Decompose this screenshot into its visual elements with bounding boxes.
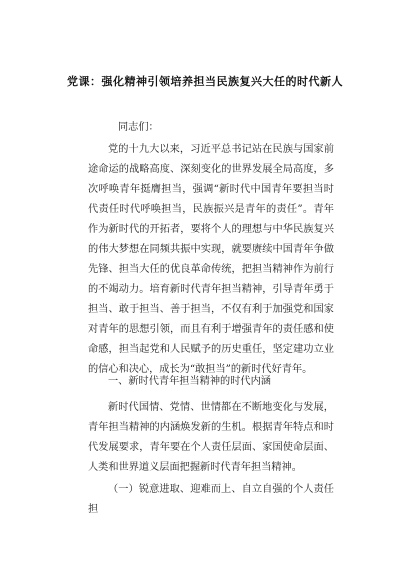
- document-title: 党课：强化精神引领培养担当民族复兴大任的时代新人: [67, 75, 343, 88]
- subsection-heading-1: （一）锐意进取、迎难而上、自立自强的个人责任担: [88, 484, 334, 515]
- paragraph-section-1: 新时代国情、党情、世情都在不断地变化与发展，青年担当精神的内涵焕发新的生机。根据青年特点和时代发展要求，青年要在个人责任层面、家国使命层面、人类和世界道义层面把握新时代青年担当精神。: [88, 402, 334, 473]
- paragraph-intro: 党的十九大以来，习近平总书记站在民族与国家前途命运的战略高度、深刻变化的世界发展全局高度，多次呼唤青年挺膺担当，强调“新时代中国青年要担当时代责任时代呼唤担当，民族振兴是青年的责任”。青年作为新时代的开拓者，要将个人的理想与中华民族复兴的伟大梦想在同频共振中实现，就要赓续中国青年争做先锋、担当大任的优良革命传统，把担当精神作为前行的不竭动力。培育新时代青年担当精神，引导青年勇于担当、敢于担当、善于担当，不仅有利于加强党和国家对青年的思想引领，而且有利于增强青年的责任感和使命感，担当起党和人民赋予的历史重任，坚定建功立业的信心和决心，成长为“敢担当”的新时代好青年。: [88, 144, 334, 375]
- salutation: 同志们：: [118, 122, 159, 133]
- section-heading-1: 一、新时代青年担当精神的时代内涵: [108, 376, 271, 387]
